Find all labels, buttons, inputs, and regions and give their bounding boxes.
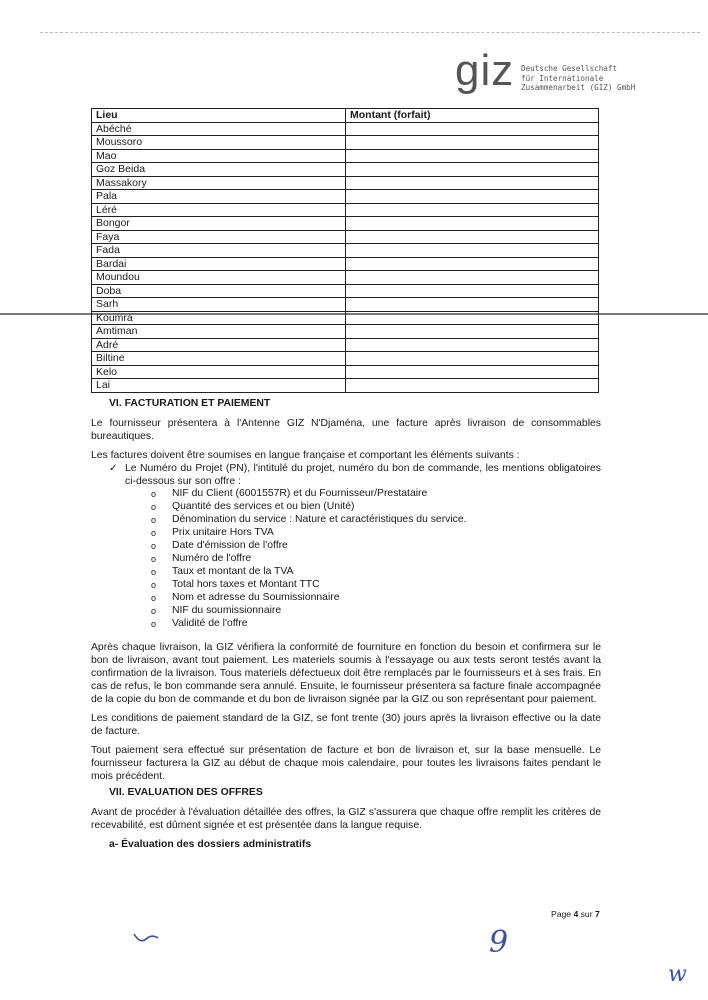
amount-cell (346, 365, 599, 379)
list-item (151, 514, 601, 527)
bullet-icon: o (151, 566, 157, 577)
list-item-text: Nom et adresse du Soumissionnaire (172, 591, 340, 603)
table-row (92, 190, 599, 204)
page-number (551, 909, 600, 919)
bullet-icon: o (151, 528, 157, 539)
list-item (151, 501, 601, 514)
list-item (151, 540, 601, 553)
list-item (151, 592, 601, 605)
section-heading: VII. EVALUATION DES OFFRES (109, 787, 263, 799)
table-row (92, 217, 599, 231)
table-row (92, 176, 599, 190)
place-cell: Mao (92, 149, 346, 163)
place-cell: Lai (92, 379, 346, 393)
table-body (92, 122, 599, 392)
list-item-text: Validité de l'offre (172, 617, 248, 629)
list-item-text: Taux et montant de la TVA (172, 565, 294, 577)
table-row (92, 352, 599, 366)
paragraph: Les factures doivent être soumises en langue française et comportant les éléments suivants : (91, 449, 520, 461)
table-row (92, 325, 599, 339)
table-row (92, 244, 599, 258)
page-label: Page (551, 909, 574, 919)
list-item (151, 553, 601, 566)
subsection-heading: a- Évaluation des dossiers administratifs (109, 839, 312, 851)
place-cell: Léré (92, 203, 346, 217)
page-current: 4 (573, 909, 579, 919)
list-item-text: NIF du soumissionnaire (172, 604, 282, 616)
table-row (92, 298, 599, 312)
bullet-icon: o (151, 592, 157, 603)
list-item (151, 605, 601, 618)
logo-line: für Internationale (521, 73, 604, 83)
scan-top-border (40, 32, 700, 33)
amount-cell (346, 352, 599, 366)
table-row (92, 149, 599, 163)
column-header-lieu: Lieu (92, 109, 346, 123)
table-row (92, 284, 599, 298)
amount-cell (346, 203, 599, 217)
checkmark-icon: ✓ (109, 462, 118, 474)
table-header-row (92, 109, 599, 123)
logo-text (521, 64, 635, 93)
place-cell: Goz Beida (92, 163, 346, 177)
handwritten-initial: w (668, 962, 687, 987)
paragraph: Après chaque livraison, la GIZ vérifiera la conformité de fourniture en fonction du besoin et confirmera sur le bon de livraison, avant tout paiement. Les materiels soumis à l'essayage ou aux tests seront testés avant la confirmation de la livraison. Tous materiels défectueux doit être remplacés par le fournisseurs et à ses frais. En cas de refus, le bon commande sera annulé. Ensuite, le fournisseur présentera sa facture finale accompagnée de la copie du bon de commande et du bon de livraison signée par la GIZ ou son représentant pour paiement. (91, 642, 601, 706)
section-heading: VI. FACTURATION ET PAIEMENT (109, 398, 271, 409)
handwritten-number: 9 (489, 925, 509, 960)
amount-cell (346, 338, 599, 352)
amount-cell (346, 379, 599, 393)
amount-cell (346, 284, 599, 298)
checklist-text: Le Numéro du Projet (PN), l'intitulé du projet, numéro du bon de commande, les mentions obligatoires ci-dessous sur son offre : (125, 462, 601, 487)
list-item-text: Total hors taxes et Montant TTC (172, 578, 320, 590)
list-item (151, 579, 601, 592)
amount-cell (346, 149, 599, 163)
paragraph: Avant de procéder à l'évaluation détaillée des offres, la GIZ s'assurera que chaque offre remplit les critères de recevabilité, est dûment signée et est présentée dans la langue requise. (91, 807, 601, 832)
table-row (92, 203, 599, 217)
list-item-text: Quantité des services et ou bien (Unité) (172, 501, 355, 513)
logo-line: Deutsche Gesellschaft (521, 64, 618, 73)
bullet-icon: o (151, 605, 157, 616)
bullet-icon: o (151, 618, 157, 629)
place-cell: Moussoro (92, 136, 346, 150)
place-cell: Fada (92, 244, 346, 258)
logo-line: Zusammenarbeit (GIZ) GmbH (521, 83, 636, 92)
amount-cell (346, 176, 599, 190)
amount-cell (346, 257, 599, 271)
bullet-icon: o (151, 502, 157, 513)
bullet-icon: o (151, 579, 157, 590)
place-cell: Moundou (92, 271, 346, 285)
list-item (151, 566, 601, 579)
page-total: 7 (594, 909, 600, 919)
amount-cell (346, 311, 599, 325)
table-row (92, 122, 599, 136)
place-cell: Doba (92, 284, 346, 298)
place-cell: Pala (92, 190, 346, 204)
amount-cell (346, 230, 599, 244)
place-cell: Massakory (92, 176, 346, 190)
place-cell: Biltine (92, 352, 346, 366)
place-cell: Bongor (92, 217, 346, 231)
list-item-text: Numéro de l'offre (172, 552, 252, 564)
checklist-item (109, 463, 601, 489)
paragraph: Les conditions de paiement standard de la GIZ, se font trente (30) jours après la livraison effective ou la date de facture. (91, 712, 601, 737)
bullet-icon: o (151, 553, 157, 564)
list-item-text: Prix unitaire Hors TVA (172, 527, 274, 539)
list-item (151, 488, 601, 501)
table-row (92, 163, 599, 177)
amount-cell (346, 122, 599, 136)
bullet-icon: o (151, 489, 157, 500)
list-item (151, 527, 601, 540)
amount-cell (346, 217, 599, 231)
place-cell: Koumra (92, 311, 346, 325)
column-header-montant: Montant (forfait) (346, 109, 599, 123)
places-table (91, 108, 599, 393)
requirements-list (151, 488, 601, 630)
paragraph: Tout paiement sera effectué sur présentation de facture et bon de livraison et, sur la base mensuelle. Le fournisseur facturera la GIZ au début de chaque mois calendaire, pour toutes les livraisons faites pendant le mois précédent. (91, 744, 601, 782)
giz-logo (455, 46, 655, 105)
amount-cell (346, 298, 599, 312)
list-item-text: Date d'émission de l'offre (172, 540, 288, 552)
bullet-icon: o (151, 515, 157, 526)
place-cell: Adré (92, 338, 346, 352)
table-row (92, 311, 599, 325)
amount-cell (346, 163, 599, 177)
page-sep: sur (578, 909, 595, 919)
place-cell: Sarh (92, 298, 346, 312)
amount-cell (346, 136, 599, 150)
paragraph: Le fournisseur présentera à l'Antenne GIZ N'Djaména, une facture après livraison de consommables bureautiques. (91, 417, 601, 442)
document-body (91, 398, 601, 852)
table-row (92, 257, 599, 271)
table-row (92, 365, 599, 379)
amount-cell (346, 190, 599, 204)
list-item-text: Dénomination du service : Nature et caractéristiques du service. (172, 514, 467, 526)
list-item-text: NIF du Client (6001557R) et du Fournisseur/Prestataire (172, 488, 428, 500)
place-cell: Amtiman (92, 325, 346, 339)
amount-cell (346, 325, 599, 339)
place-cell: Bardai (92, 257, 346, 271)
place-cell: Faya (92, 230, 346, 244)
table-row (92, 136, 599, 150)
bullet-icon: o (151, 541, 157, 552)
table-row (92, 379, 599, 393)
logo-mark: giz (455, 46, 515, 95)
amount-cell (346, 271, 599, 285)
list-item (151, 618, 601, 631)
place-cell: Kelo (92, 365, 346, 379)
handwritten-mark (132, 930, 160, 951)
amount-cell (346, 244, 599, 258)
scribble-icon (132, 930, 160, 946)
table-row (92, 338, 599, 352)
table-row (92, 230, 599, 244)
place-cell: Abéché (92, 122, 346, 136)
table-row (92, 271, 599, 285)
